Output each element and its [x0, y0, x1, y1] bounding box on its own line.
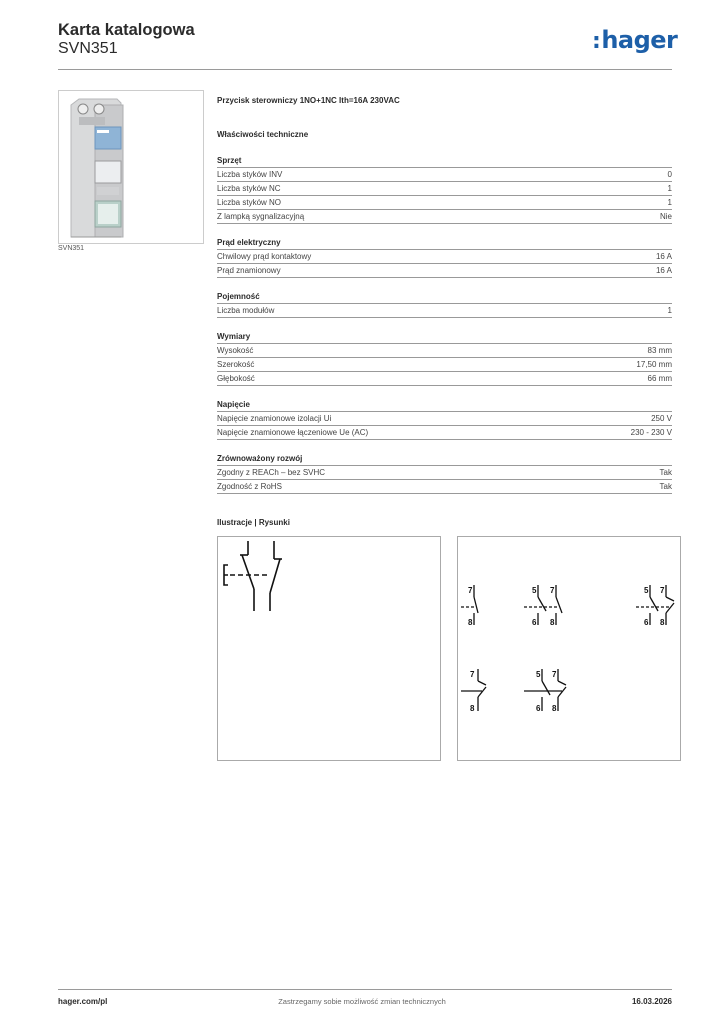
product-title: Przycisk sterowniczy 1NO+1NC Ith=16A 230VAC	[217, 96, 400, 105]
terminal-label: 6	[532, 618, 537, 627]
table-row: Chwilowy prąd kontaktowy 16 A	[217, 250, 672, 264]
group-voltage	[217, 399, 672, 440]
terminal-label: 6	[536, 704, 541, 713]
group-current	[217, 237, 672, 278]
group-title: Sprzęt	[217, 155, 672, 168]
terminal-label: 8	[552, 704, 557, 713]
content-column	[217, 96, 672, 494]
group-title: Zrównoważony rozwój	[217, 453, 672, 466]
table-row: Napięcie znamionowe izolacji Ui 250 V	[217, 412, 672, 426]
product-image	[58, 90, 204, 244]
page-title: Karta katalogowa	[58, 21, 195, 39]
table-row: Liczba styków NO 1	[217, 196, 672, 210]
terminal-label: 8	[470, 704, 475, 713]
table-row: Liczba modułów 1	[217, 304, 672, 318]
product-image-caption: SVN351	[58, 245, 85, 252]
terminal-label: 7	[550, 586, 555, 595]
table-row: Napięcie znamionowe łączeniowe Ue (AC) 230 - 230 V	[217, 426, 672, 440]
table-row: Z lampką sygnalizacyjną Nie	[217, 210, 672, 224]
terminal-label: 7	[468, 586, 473, 595]
table-row: Liczba styków INV 0	[217, 168, 672, 182]
product-code: SVN351	[58, 40, 118, 57]
footer-website: hager.com/pl	[58, 997, 108, 1006]
group-sustainability	[217, 453, 672, 494]
table-row: Liczba styków NC 1	[217, 182, 672, 196]
table-row: Głębokość 66 mm	[217, 372, 672, 386]
footer-divider	[58, 989, 672, 990]
terminal-label: 6	[644, 618, 649, 627]
technical-properties-heading: Właściwości techniczne	[217, 130, 309, 139]
illustrations-heading: Ilustracje | Rysunki	[217, 518, 290, 527]
group-dimensions	[217, 331, 672, 386]
switch-symbol-drawing	[217, 536, 441, 761]
terminal-label: 8	[660, 618, 665, 627]
group-capacity	[217, 291, 672, 318]
table-row: Zgodny z REACh – bez SVHC Tak	[217, 466, 672, 480]
terminal-label: 8	[550, 618, 555, 627]
wiring-diagrams	[457, 536, 681, 761]
table-row: Prąd znamionowy 16 A	[217, 264, 672, 278]
group-title: Prąd elektryczny	[217, 237, 672, 250]
terminal-label: 7	[552, 670, 557, 679]
terminal-label: 5	[532, 586, 537, 595]
table-row: Szerokość 17,50 mm	[217, 358, 672, 372]
terminal-label: 7	[470, 670, 475, 679]
table-row: Wysokość 83 mm	[217, 344, 672, 358]
terminal-label: 8	[468, 618, 473, 627]
hager-logo: :hager	[592, 26, 678, 54]
terminal-label: 7	[660, 586, 665, 595]
terminal-label: 5	[644, 586, 649, 595]
group-title: Napięcie	[217, 399, 672, 412]
group-hardware	[217, 155, 672, 224]
header-divider	[58, 69, 672, 70]
table-row: Zgodność z RoHS Tak	[217, 480, 672, 494]
footer-disclaimer: Zastrzegamy sobie możliwość zmian technicznych	[278, 997, 446, 1006]
group-title: Wymiary	[217, 331, 672, 344]
terminal-label: 5	[536, 670, 541, 679]
group-title: Pojemność	[217, 291, 672, 304]
footer-date: 16.03.2026	[631, 997, 672, 1006]
